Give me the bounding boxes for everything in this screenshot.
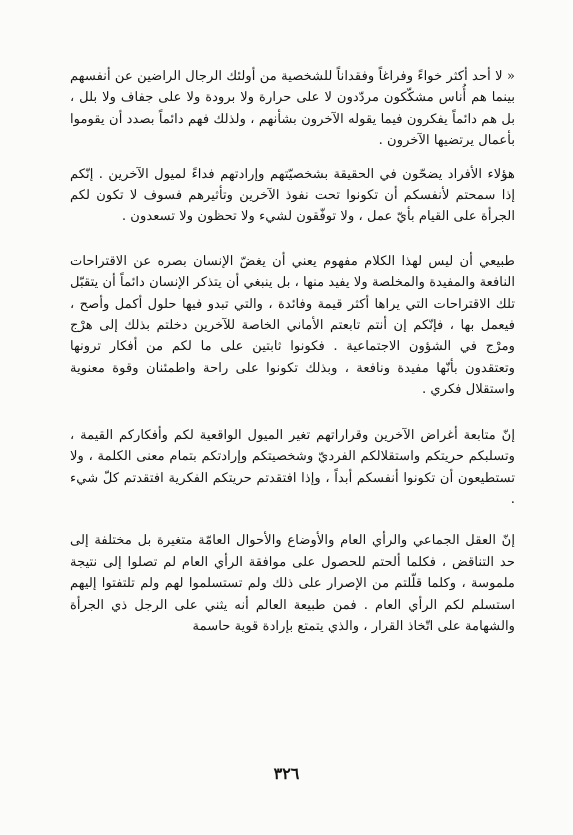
paragraph-4: إنّ متابعة أغراض الآخرين وقراراتهم تغير الميول الواقعية لكم وأفكاركم القيمة ، وتسلبكم حريتكم واستقلالكم الفرديّ وشخصيتكم وإرادتكم بتمام معنى الكلمة ، ولا تستطيعون أن تكونوا أنفسكم أبداً ، وإذا افتقدتم حريتكم الفكرية افتقدتم كلّ شيء . bbox=[70, 427, 515, 507]
paragraph-2: هؤلاء الأفراد يضحّون في الحقيقة بشخصيّتهم وإرادتهم فداءً لميول الآخرين . إنّكم إذا سمحتم لأنفسكم أن تكونوا تحت نفوذ الآخرين وتأثيرهم فسوف لا تكون لكم الجرأة على القيام بأيّ عمل ، ولا توفّقون لشيء ولا تحظون ولا تسعدون . bbox=[70, 166, 515, 225]
paragraph-1: « لا أحد أكثر خواءً وفراغاً وفقداناً للشخصية من أولئك الرجال الراضين عن أنفسهم بينما هم أُناس مشكّكون مردّدون لا على حرارة ولا برودة ولا على جفاف ولا بلل ، بل هم دائماً يفكرون فيما يقوله الآخرون بشأنهم ، ولذلك فهم دائماً بصدد أن يقوموا بأعمال يرتضيها الآخرون . bbox=[70, 69, 515, 149]
paragraph-3: طبيعي أن ليس لهذا الكلام مفهوم يعني أن يغضّ الإنسان بصره عن الاقتراحات النافعة والمفيدة والمخلصة ولا يفيد منها ، بل ينبغي أن يتذكر الإنسان دائماً أن يتقبّل تلك الاقتراحات التي يراها أكثر قيمة وفائدة ، والتي تبدو فيها حلول أكمل وأصح ، فيعمل بها ، فإنّكم إن أنتم تابعتم الأماني الخاصة للآخرين دخلتم بذلك إلى هرْج ومرْج في الشؤون الاجتماعية . فكونوا ثابتين على ما لكم من أفكار ترونها وتعتقدون بأنّها مفيدة ونافعة ، وبذلك تكونوا على راحة واطمئنان وقوة معنوية واستقلال فكري . bbox=[70, 253, 515, 398]
page-body bbox=[70, 66, 515, 637]
page-number: ٣٢٦ bbox=[273, 764, 300, 783]
paragraph-5: إنّ العقل الجماعي والرأي العام والأوضاع والأحوال العامّة متغيرة بل مختلفة إلى حد التناقض ، فكلما ألحتم للحصول على موافقة الرأي العام لم تصلوا إلى نتيجة ملموسة ، وكلما قلّلتم من الإصرار على ذلك ولم تستسلموا لهم ولم تلتفتوا إليهم استسلم لكم الرأي العام . فمن طبيعة العالم أنه يثني على الرجل ذي الجرأة والشهامة على اتّخاذ القرار ، والذي يتمتع بإرادة قوية حاسمة bbox=[70, 533, 515, 634]
